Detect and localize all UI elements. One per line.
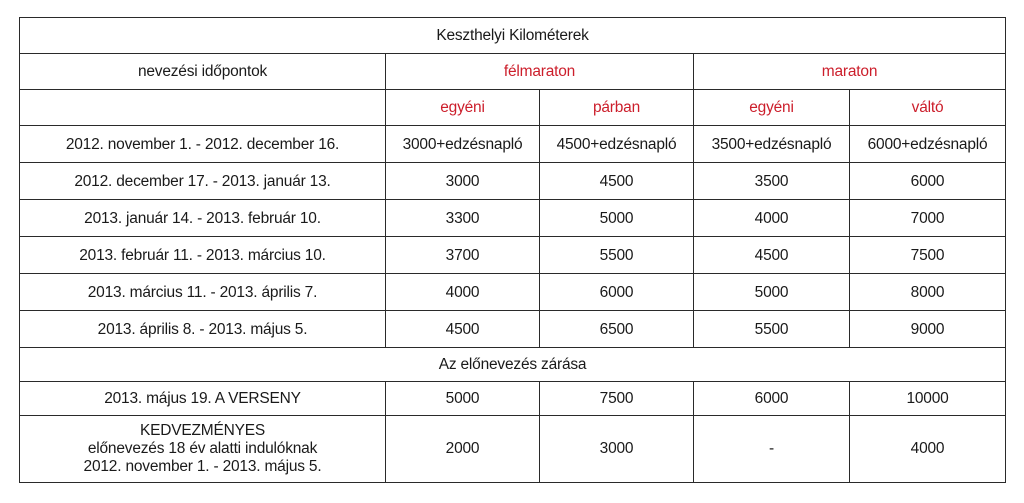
title-row [20, 18, 1006, 54]
fee-cell: 4500+edzésnapló [540, 126, 694, 163]
period-cell: 2012. december 17. - 2013. január 13. [20, 163, 386, 200]
fee-cell: 3000+edzésnapló [386, 126, 540, 163]
full-relay-header: váltó [850, 90, 1006, 126]
fee-cell: 3000 [540, 416, 694, 483]
full-individual-header: egyéni [694, 90, 850, 126]
fee-cell: 4500 [386, 311, 540, 348]
fee-cell: 6500 [540, 311, 694, 348]
period-cell: 2013. április 8. - 2013. május 5. [20, 311, 386, 348]
half-pair-header: párban [540, 90, 694, 126]
fee-cell: 3500+edzésnapló [694, 126, 850, 163]
table-row [20, 311, 1006, 348]
table-row [20, 163, 1006, 200]
fee-cell: 4500 [540, 163, 694, 200]
fee-cell: 6000 [540, 274, 694, 311]
closing-note-row [20, 348, 1006, 382]
period-cell: 2013. március 11. - 2013. április 7. [20, 274, 386, 311]
table-title: Keszthelyi Kilométerek [20, 18, 1006, 54]
fee-cell: 4000 [386, 274, 540, 311]
table-row [20, 200, 1006, 237]
fee-cell: 5500 [694, 311, 850, 348]
fee-cell: 5000 [694, 274, 850, 311]
fee-cell: 6000 [694, 382, 850, 416]
half-individual-header: egyéni [386, 90, 540, 126]
fee-cell: 3000 [386, 163, 540, 200]
fee-cell: 6000+edzésnapló [850, 126, 1006, 163]
fee-cell: 7500 [540, 382, 694, 416]
fee-cell: 4000 [850, 416, 1006, 483]
period-cell: 2013. február 11. - 2013. március 10. [20, 237, 386, 274]
race-day-row [20, 382, 1006, 416]
table-row [20, 237, 1006, 274]
fee-cell: 3300 [386, 200, 540, 237]
subcategory-header-row [20, 90, 1006, 126]
fee-cell: 3700 [386, 237, 540, 274]
fee-cell: 5000 [386, 382, 540, 416]
category-header-row [20, 54, 1006, 90]
fee-cell: 9000 [850, 311, 1006, 348]
fee-cell: 6000 [850, 163, 1006, 200]
discount-description: előnevezés 18 év alatti indulóknak [87, 440, 318, 457]
marathon-header: maraton [694, 54, 1006, 90]
period-cell: 2012. november 1. - 2012. december 16. [20, 126, 386, 163]
empty-header-cell [20, 90, 386, 126]
fee-cell: 4000 [694, 200, 850, 237]
table-row [20, 274, 1006, 311]
fee-cell: 3500 [694, 163, 850, 200]
half-marathon-header: félmaraton [386, 54, 694, 90]
fee-cell: 7500 [850, 237, 1006, 274]
fee-cell: 10000 [850, 382, 1006, 416]
entry-fee-table [19, 17, 1006, 483]
fee-cell: 2000 [386, 416, 540, 483]
period-cell: 2013. január 14. - 2013. február 10. [20, 200, 386, 237]
discount-title: KEDVEZMÉNYES [139, 422, 266, 439]
fee-cell: - [694, 416, 850, 483]
fee-cell: 5500 [540, 237, 694, 274]
period-cell: 2013. május 19. A VERSENY [20, 382, 386, 416]
discount-row [20, 416, 1006, 483]
period-header: nevezési időpontok [20, 54, 386, 90]
fee-cell: 4500 [694, 237, 850, 274]
fee-cell: 8000 [850, 274, 1006, 311]
closing-note: Az előnevezés zárása [20, 348, 1006, 382]
discount-period: 2012. november 1. - 2013. május 5. [83, 458, 322, 475]
discount-label-cell [20, 416, 386, 483]
fee-cell: 5000 [540, 200, 694, 237]
fee-cell: 7000 [850, 200, 1006, 237]
table-row [20, 126, 1006, 163]
